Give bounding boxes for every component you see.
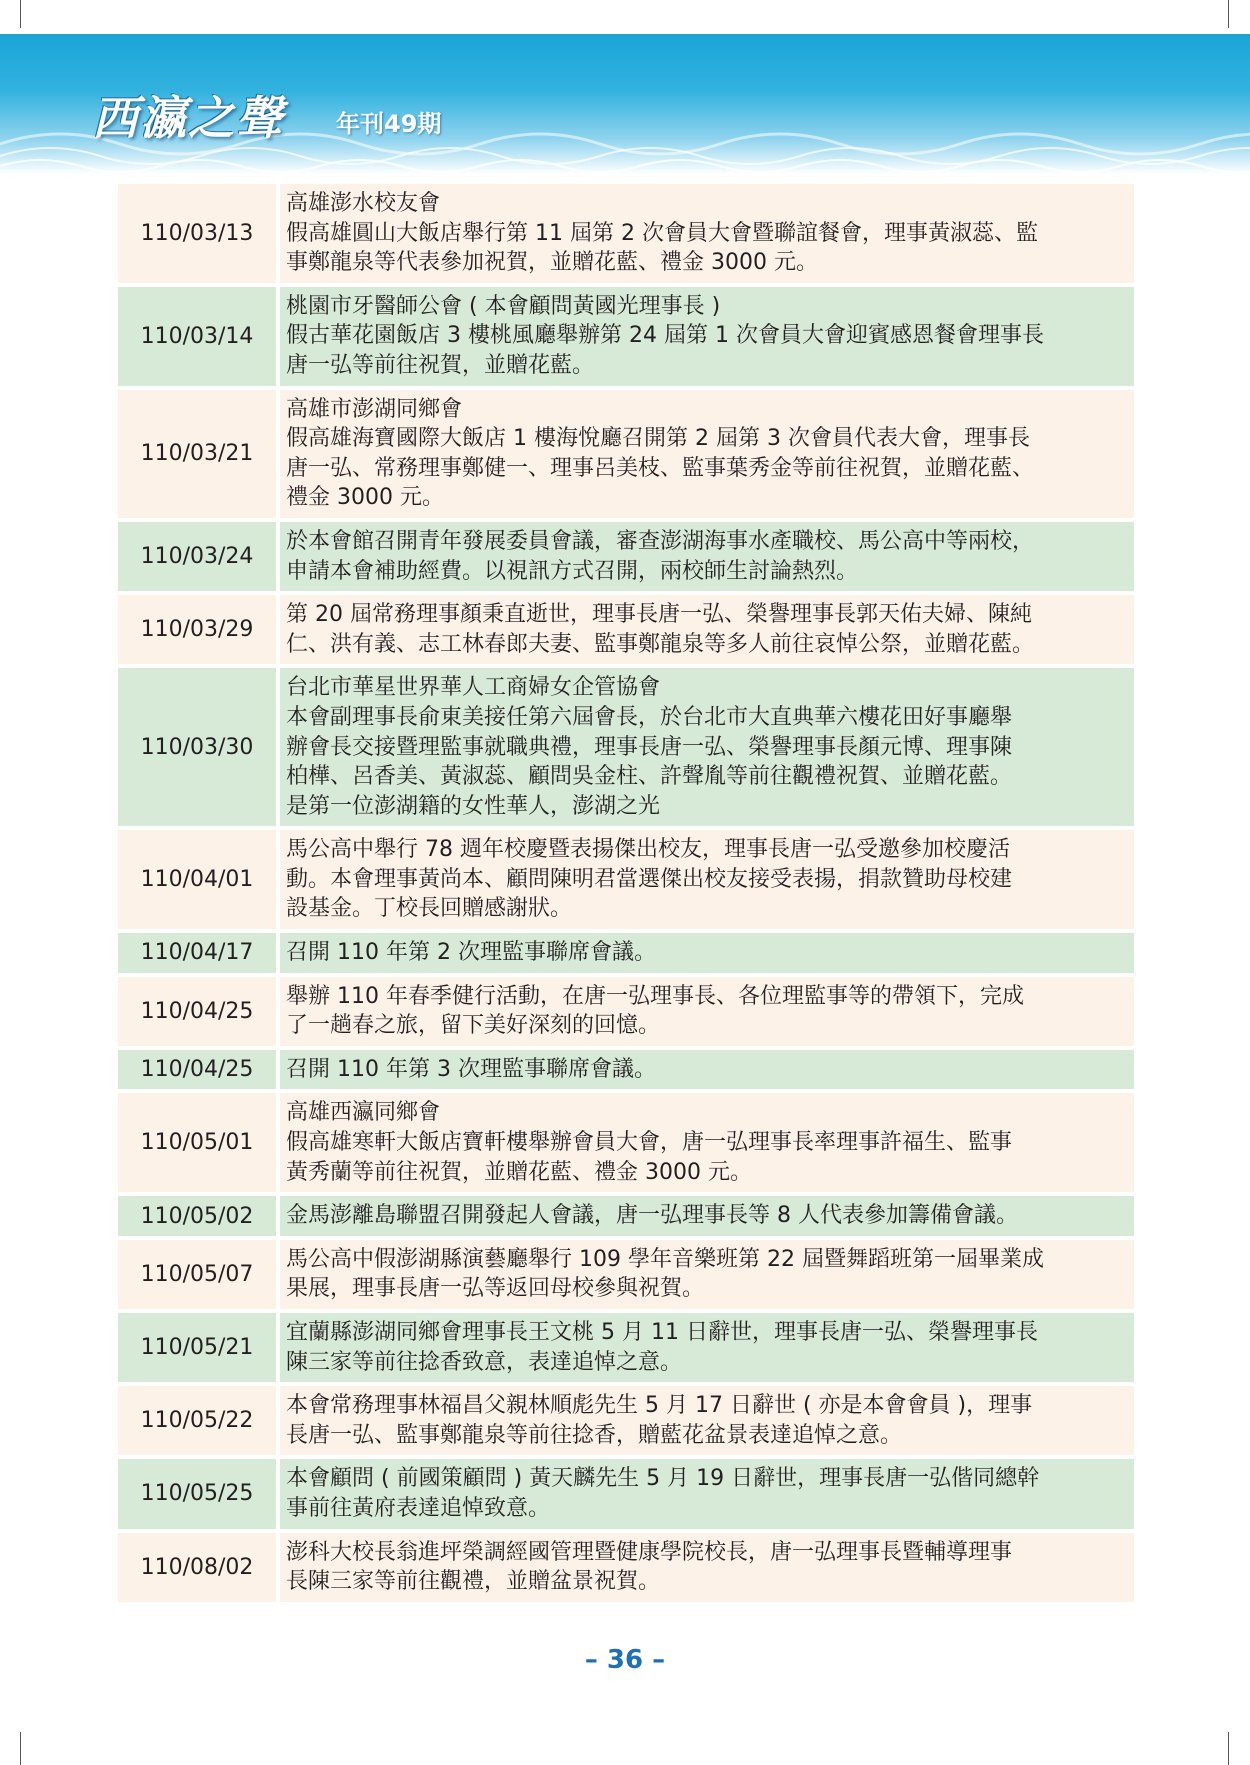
table-row: [118, 287, 1134, 386]
event-description-line: 第 20 屆常務理事顏秉直逝世，理事長唐一弘、榮譽理事長郭天佑夫婦、陳純: [286, 602, 1032, 628]
event-description-line: 本會副理事長俞東美接任第六屆會長，於台北市大直典華六樓花田好事廳舉: [286, 704, 1013, 730]
table-row: [118, 668, 1134, 826]
event-date: 110/03/14: [118, 287, 276, 386]
event-date: 110/03/30: [118, 668, 276, 826]
event-description-line: 高雄澎水校友會: [286, 191, 441, 216]
event-date: 110/05/25: [118, 1459, 276, 1528]
event-description-line: 果展，理事長唐一弘等返回母校參與祝賀。: [286, 1276, 705, 1302]
event-description-line: 禮金 3000 元。: [286, 485, 444, 511]
event-description-line: 高雄市澎湖同鄉會: [286, 396, 463, 422]
event-description-line: 召開 110 年第 3 次理監事聯席會議。: [286, 1056, 656, 1082]
event-description: [280, 1196, 1134, 1236]
event-description: [280, 1533, 1134, 1602]
event-description-line: 長唐一弘、監事鄭龍泉等前往捻香，贈藍花盆景表達追悼之意。: [286, 1422, 903, 1448]
event-description-line: 本會顧問 ( 前國策顧問 ) 黃天麟先生 5 月 19 日辭世，理事長唐一弘偕同總幹: [286, 1466, 1040, 1492]
event-date: 110/04/17: [118, 933, 276, 973]
event-description-line: 申請本會補助經費。以視訊方式召開，兩校師生討論熱烈。: [286, 558, 859, 584]
table-row: [118, 184, 1134, 283]
event-description-line: 假古華花園飯店 3 樓桃風廳舉辦第 24 屆第 1 次會員大會迎賓感恩餐會理事長: [286, 323, 1044, 349]
event-description: [280, 184, 1134, 283]
event-description-line: 辦會長交接暨理監事就職典禮，理事長唐一弘、榮譽理事長顏元博、理事陳: [286, 734, 1013, 760]
event-description-line: 台北市華星世界華人工商婦女企管協會: [286, 675, 661, 701]
table-row: [118, 595, 1134, 664]
event-description-line: 高雄西瀛同鄉會: [286, 1100, 441, 1126]
table-row: [118, 1313, 1134, 1382]
event-description: [280, 1386, 1134, 1455]
event-description: [280, 1313, 1134, 1382]
event-description-line: 本會常務理事林福昌父親林順彪先生 5 月 17 日辭世 ( 亦是本會會員 )，理事: [286, 1393, 1033, 1419]
event-description-line: 設基金。丁校長回贈感謝狀。: [286, 896, 573, 922]
event-description: [280, 390, 1134, 518]
table-row: [118, 522, 1134, 591]
event-date: 110/03/24: [118, 522, 276, 591]
event-description-line: 假高雄寒軒大飯店寶軒樓舉辦會員大會，唐一弘理事長率理事許福生、監事: [286, 1130, 1013, 1156]
event-description: [280, 830, 1134, 929]
event-description-line: 召開 110 年第 2 次理監事聯席會議。: [286, 940, 656, 966]
event-description: [280, 595, 1134, 664]
event-description-line: 陳三家等前往捻香致意，表達追悼之意。: [286, 1349, 683, 1375]
crop-mark-top-right: [1228, 0, 1229, 28]
events-table: [118, 184, 1134, 1606]
event-description-line: 假高雄海寶國際大飯店 1 樓海悅廳召開第 2 屆第 3 次會員代表大會，理事長: [286, 426, 1030, 452]
event-description-line: 動。本會理事黃尚本、顧問陳明君當選傑出校友接受表揚，捐款贊助母校建: [286, 866, 1013, 892]
crop-mark-bottom-right: [1228, 1732, 1229, 1765]
crop-mark-top-left: [20, 0, 21, 28]
event-description-line: 於本會館召開青年發展委員會議，審查澎湖海事水產職校、馬公高中等兩校，: [286, 528, 1035, 554]
event-date: 110/08/02: [118, 1533, 276, 1602]
event-description: [280, 287, 1134, 386]
event-description: [280, 977, 1134, 1046]
event-date: 110/05/22: [118, 1386, 276, 1455]
table-row: [118, 830, 1134, 929]
event-description-line: 事鄭龍泉等代表參加祝賀，並贈花藍、禮金 3000 元。: [286, 250, 818, 276]
event-date: 110/05/01: [118, 1093, 276, 1192]
event-date: 110/03/29: [118, 595, 276, 664]
event-description: [280, 668, 1134, 826]
event-description-line: 是第一位澎湖籍的女性華人，澎湖之光: [286, 793, 661, 819]
event-description-line: 假高雄圓山大飯店舉行第 11 屆第 2 次會員大會暨聯誼餐會，理事黃淑蕊、監: [286, 220, 1038, 246]
table-row: [118, 390, 1134, 518]
table-row: [118, 1093, 1134, 1192]
event-date: 110/03/13: [118, 184, 276, 283]
event-description-line: 宜蘭縣澎湖同鄉會理事長王文桃 5 月 11 日辭世，理事長唐一弘、榮譽理事長: [286, 1320, 1038, 1345]
event-description-line: 舉辦 110 年春季健行活動，在唐一弘理事長、各位理監事等的帶領下，完成: [286, 983, 1024, 1009]
event-description: [280, 1240, 1134, 1309]
event-description-line: 唐一弘等前往祝賀，並贈花藍。: [286, 352, 595, 378]
event-description: [280, 522, 1134, 591]
event-date: 110/04/25: [118, 1050, 276, 1090]
table-row: [118, 1533, 1134, 1602]
event-description-line: 長陳三家等前往觀禮，並贈盆景祝賀。: [286, 1569, 661, 1595]
event-description-line: 馬公高中假澎湖縣演藝廳舉行 109 學年音樂班第 22 屆暨舞蹈班第一屆畢業成: [286, 1246, 1044, 1272]
event-description-line: 事前往黃府表達追悼致意。: [286, 1495, 551, 1521]
event-description-line: 馬公高中舉行 78 週年校慶暨表揚傑出校友，理事長唐一弘受邀參加校慶活: [286, 837, 1010, 863]
event-date: 110/03/21: [118, 390, 276, 518]
page-number: – 36 –: [584, 1645, 666, 1675]
event-description: [280, 1050, 1134, 1090]
event-description-line: 柏樺、呂香美、黃淑蕊、顧問吳金柱、許聲胤等前往觀禮祝賀、並贈花藍。: [286, 764, 1013, 790]
table-row: [118, 1459, 1134, 1528]
event-description-line: 桃園市牙醫師公會 ( 本會顧問黃國光理事長 ): [286, 293, 721, 319]
table-row: [118, 1196, 1134, 1236]
event-description-line: 仁、洪有義、志工林春郎夫妻、監事鄭龍泉等多人前往哀悼公祭，並贈花藍。: [286, 631, 1035, 657]
event-description-line: 了一趟春之旅，留下美好深刻的回憶。: [286, 1013, 661, 1039]
issue-label: 年刊49期: [336, 110, 442, 138]
table-row: [118, 1050, 1134, 1090]
magazine-title: 西瀛之聲: [92, 91, 284, 145]
event-description-line: 黃秀蘭等前往祝賀，並贈花藍、禮金 3000 元。: [286, 1159, 752, 1185]
event-date: 110/04/01: [118, 830, 276, 929]
event-date: 110/05/21: [118, 1313, 276, 1382]
event-date: 110/05/02: [118, 1196, 276, 1236]
event-description: [280, 933, 1134, 973]
event-description-line: 金馬澎離島聯盟召開發起人會議，唐一弘理事長等 8 人代表參加籌備會議。: [286, 1203, 1018, 1229]
event-description: [280, 1093, 1134, 1192]
table-row: [118, 933, 1134, 973]
table-row: [118, 1386, 1134, 1455]
event-date: 110/05/07: [118, 1240, 276, 1309]
event-description: [280, 1459, 1134, 1528]
table-row: [118, 977, 1134, 1046]
event-description-line: 澎科大校長翁進坪榮調經國管理暨健康學院校長，唐一弘理事長暨輔導理事: [286, 1539, 1013, 1565]
event-description-line: 唐一弘、常務理事鄭健一、理事呂美枝、監事葉秀金等前往祝賀，並贈花藍、: [286, 455, 1035, 481]
crop-mark-bottom-left: [20, 1732, 21, 1765]
event-date: 110/04/25: [118, 977, 276, 1046]
table-row: [118, 1240, 1134, 1309]
